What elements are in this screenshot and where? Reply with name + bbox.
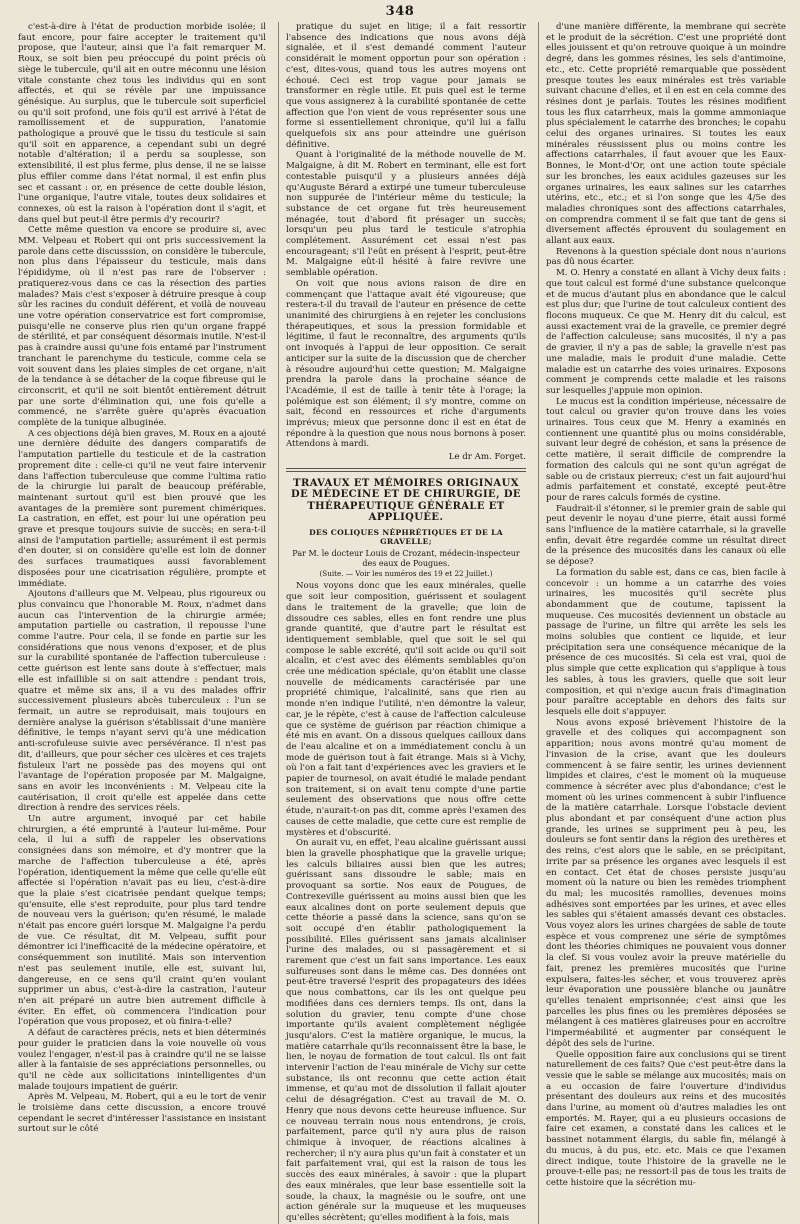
paragraph: On aurait vu, en effet, l'eau alcaline guérissant aussi bien la gravelle phosphatique que la gravelle urique; les calculs biliaires aussi bien que les autres; guérissant sans dissoudre le sable; mais en provoquant sa sortie. Nos eaux de Pougues, de Contrexeville guérissent au moins aussi bien que les eaux alcalines dont on porte seulement depuis que cette théorie a passé dans la science, sans qu'on se soit occupé d'en établir pathologiquement la possibilité. Elles guérissent sans jamais alcaliniser l'urine des malades, ou si passagèrement et si rarement que c'est un fait sans importance. Les eaux sulfureuses sont dans le même cas. Des données ont peut-être traversé l'esprit des propagateurs des idées que nous combattons, car ils les ont quelque peu modifiées dans ces derniers temps. Ils ont, dans la solution du gravier, tenu compte d'une chose importante qu'ils avaient complètement négligée jusqu'alors. C'est la matière organique, le mucus, la matière catarrhale qu'ils reconnaissent être la base, le lien, le noyau de formation de tout calcul. Ils ont fait intervenir l'action de l'eau minérale de Vichy sur cette substance, ils ont reconnu que cette action était immense, et qu'au mot de dissolution il fallait ajouter celui de désagrégation. C'est au travail de M. O. Henry que nous devons cette heureuse influence. Sur ce nouveau terrain nous nous entendrons, je crois, parfaitement, parce qu'il n'y aura plus de raison chimique à invoquer, de réactions alcalines à rechercher; il n'y aura plus qu'un fait à constater et un fait parfaitement vrai, qui est la raison de tous les succès des eaux minérales, à savoir : que la plupart des eaux minérales, que leur base essentielle soit la soude, la chaux, la magnésie ou le soufre, ont une action générale sur la muqueuse et les muqueuses qu'elles sécrètent; qu'elles modifient à la fois, mais — [286, 838, 526, 1223]
paragraph: Faudrait-il s'étonner, si le premier grain de sable qui peut devenir le noyau d'une pierre, était aussi formé sans l'influence de la matière catarrhale, si la gravelle enfin, devait être regardée comme un résultat direct de la présence des mucosités dans les canaux où elle se dépose? — [546, 503, 786, 568]
paragraph: Ajoutons d'ailleurs que M. Velpeau, plus rigoureux ou plus convaincu que l'honorable M. Roux, n'admet dans aucun cas l'intervention de la chirurgie armée; amputation partielle ou castration, il repousse l'une comme l'autre. Pour cela, il se fonde en partie sur les considérations que nous venons d'exposer, et de plus sur la curabilité spontanée de l'affection tuberculeuse : cette guérison est lente sans doute à s'effectuer, mais elle est infaillible si on sait attendre : pendant trois, quatre et même six ans, il a vu des malades offrir successivement plusieurs abcès tuberculeux : l'un se fermait, un autre se reproduisait, mais toujours en dernière analyse la guérison s'établissait d'une manière définitive, le temps n'ayant servi qu'à une médication anti-scrofuleuse suivie avec persévérance. Il n'est pas dit, d'ailleurs, que pour sécher ces ulcères et ces trajets fistuleux l'art ne possède pas des moyens qui ont l'avantage de l'opération proposée par M. Malgaigne, sans en avoir les inconvénients : M. Velpeau cite la cautérisation, il croit qu'elle est appelée dans cette direction à rendre des services réels. — [18, 589, 266, 814]
paragraph: d'une manière différente, la membrane qui secrète et le produit de la sécrétion. C'est une propriété dont elles jouissent et qu'on retrouve quoique à un moindre degré, dans les gommes résines, les sels d'antimoine, etc., etc. Cette propriété remarquable que possèdent presque toutes les eaux minérales est très variable suivant chacune d'elles, et il en est en cela comme des résines dont je parlais. Toutes les résines modifient tous les flux catarrheux, mais la gomme ammoniaque plus spécialement le catarrhe des bronches; le copahu celui des organes urinaires. Si toutes les eaux minérales réussissent plus ou moins contre les affections catarrhales, il faut avouer que les Eaux-Bonnes, le Mont-d'Or, ont une action toute spéciale sur les bronches, les eaux acidules gazeuses sur les organes urinaires, les eaux salines sur les catarrhes utérins, etc., etc.; et si l'on songe que les 4/5e des maladies chroniques sont des affections catarrhales, on comprendra comment il se fait que tant de gens si diversement affectés éprouvent du soulagement en allant aux eaux. — [546, 22, 786, 247]
paragraph: pratique du sujet en litige; il a fait ressortir l'absence des indications que nous avons déjà signalée, et il s'est demandé comment l'auteur considérait le moment opportun pour son opération : c'est, dites-vous, quand tous les autres moyens ont échoué. Ceci est trop vague pour jamais se transformer en règle utile. Et puis quel est le terme que vous assignerez à la curabilité spontanée de cette affection que l'on vient de vous représenter sous une forme si essentiellement chronique, qu'il lui a fallu quelquefois six ans pour atteindre une guérison définitive. — [286, 22, 526, 150]
page-number: 348 — [385, 4, 415, 19]
text-columns — [18, 22, 786, 1223]
paragraph: Cette même question va encore se produire si, avec MM. Velpeau et Robert qui ont pris successivement la parole dans cette discusssion, on considère le tubercule, non plus dans l'épaisseur du testicule, mais dans l'épididyme, où il n'est pas rare de l'observer : pratiquerez-vous dans ce cas la résection des parties malades? Mais c'est s'exposer à détruire presque à coup sûr les racines du conduit déférent, et voilà de nouveau une votre opération conservatrice est fort compromise, puisqu'elle ne conserve plus rien qu'un organe frappé de stérilité, et par conséquent désormais inutile. N'est-il pas à craindre aussi qu'une fois entamé par l'instrument tranchant le parenchyme du testicule, comme cela se voit souvent dans les plaies simples de cet organe, n'ait de la tendance à se détacher de la coque fibreuse qui le circonscrit, et qu'il ne soit bientôt entièrement détruit par une sorte d'élimination qui, une fois qu'elle a commencé, ne s'arrête guère qu'après évacuation complète de la tunique albuginée. — [18, 225, 266, 429]
paragraph: Revenons à la question spéciale dont nous n'aurions pas dû nous écarter. — [546, 246, 786, 268]
paragraph: Après M. Velpeau, M. Robert, qui a eu le tort de venir le troisième dans cette discussion, a encore trouvé cependant le secret d'intéresser l'assistance en insistant surtout sur le côté — [18, 1092, 266, 1135]
column-middle — [278, 22, 526, 1224]
paragraph: Nous avons exposé brièvement l'histoire de la gravelle et des coliques qui accompagnent son apparition; nous avons montré qu'au moment de l'invasion de la crise, avant que les douleurs commencent à se faire sentir, les urines deviennent limpides et claires, c'est le moment où la muqueuse commence à sécréter avec plus d'abondance; c'est le moment où les urines commencent à subir l'influence de la matière catarrhale. Lorsque l'obstacle devient plus abondant et par conséquent d'une action plus grande, les urines se suppriment peu à peu, les douleurs se font sentir dans la région des urethères et des reins, c'est alors que le sable, en se précipitant, irrite par sa présence les organes avec lesquels il est en contact. Cet état de choses persiste jusqu'au moment où la nature ou bien les remèdes triomphent du mal; les mucosités ramollies, devenues moins adhésives sont emportées par les urines, et avec elles les sables qui s'étaient amassés devant ces obstacles. Vous voyez alors les urines chargées de sable de toute espèce et vous comprenez une série de symptômes dont les théories chimiques ne pouvaient vous donner la clef. Si vous voulez avoir la preuve matérielle du fait, prenez les premières mucosités que l'urine expulsera, faites-les sécher, et vous trouverez après leur évaporation une poussière blanche ou jaunâtre qu'elles tenaient emprisonnée; c'est ainsi que les parcelles les plus fines ou les premières déposées se mélangent à ces matières glaireuses pour en accroître l'imperméabilité et augmenter par conséquent le dépôt des sels de l'urine. — [546, 717, 786, 1049]
paragraph: Le mucus est la condition impérieuse, nécessaire de tout calcul ou gravier qu'on trouve dans les voies urinaires. Tous ceux que M. Henry a examinés en contiennent une quantité plus ou moins considérable, suivant leur degré de cohésion, et sans la présence de cette matière, il serait difficile de comprendre la formation des calculs qui ne sont qu'un agrégat de sable ou de cristaux pierreux; c'est un fait aujourd'hui admis parfaitement et constaté, excepté peut-être pour de rares calculs formés de cystine. — [546, 396, 786, 503]
paragraph: Un autre argument, invoqué par cet habile chirurgien, a été emprunté à l'auteur lui-même. Pour cela, il lui a suffi de rappeler les observations consignées dans son mémoire, et d'y montrer que la marche de l'affection tuberculeuse a été, après l'opération, identiquement la même que celle qu'elle eût affectée si l'opération n'avait pas eu lieu, c'est-à-dire que la plaie s'est cicatrisée pendant quelque temps; qu'ensuite, elle s'est reproduite, pour plus tard tendre de nouveau vers la guérison; qu'en résumé, le malade n'était pas encore guéri lorsque M. Malgaigne l'a perdu de vue. Ce résultat, dit M. Velpeau, suffit pour démontrer ici l'inefficacité de la médecine opératoire, et conséquemment son inutilité. Mais son intervention n'est pas seulement inutile, elle est, suivant lui, dangereuse, en ce sens qu'il craint qu'en voulant supprimer un abus, c'est-à-dire la castration, l'auteur n'en ait préparé un autre bien autrement difficile à éviter. En effet, où commencera l'indication pour l'opération que vous proposez, et où finira-t-elle? — [18, 814, 266, 1028]
paragraph: c'est-à-dire à l'état de production morbide isolée; il faut encore, pour faire accepter le traitement qu'il propose, que l'auteur, ainsi que l'a fait remarquer M. Roux, se soit bien peu préoccupé du point précis où siège le tubercule, qu'il ait en outre méconnu une lésion vitale constante chez tous les individus qui en sont affectés, et qui se révèle par une impuissance génésique. Au surplus, que le tubercule soit superficiel ou qu'il soit profond, une fois qu'il est arrivé à l'état de ramollissement et de suppuration, l'anatomie pathologique a prouvé que le tissu du testicule si sain qu'il soit en apparence, a cependant subi un degré notable d'altération; il a perdu sa souplesse, son extensibilité, il est plus ferme, plus dense, il ne se laisse plus effiler comme dans l'état normal, il est enfin plus sec et cassant : or, en présence de cette double lésion, l'une organique, l'autre vitale, toutes deux solidaires et connexes, où est la raison à l'opération dont il s'agit, et dans quel but peut-il être permis d'y recourir? — [18, 22, 266, 225]
section-divider — [286, 468, 526, 472]
paragraph: A ces objections déjà bien graves, M. Roux en a ajouté une dernière déduite des dangers comparatifs de l'amputation partielle du testicule et de la castration proprement dite : celle-ci qu'il ne veut faire intervenir dans l'affection tuberculeuse que comme l'ultima ratio de la chirurgie lui paraît de beaucoup préférable, maintenant surtout qu'il est bien prouvé que les avantages de la première sont purement chimériques. La castration, en effet, est pour lui une opération peu grave et presque toujours suivie de succès; en sera-t-il ainsi de l'amputation partielle; assurément il est permis d'en douter, si on considère qu'elle est loin de donner des surfaces traumatiques aussi favorablement disposées pour une cicatrisation régulière, prompte et immédiate. — [18, 428, 266, 589]
paragraph: M. O. Henry a constaté en allant à Vichy deux faits : que tout calcul est formé d'une substance quelconque et de mucus d'autant plus en abondance que le calcul est plus dur; que l'urine de tout calculeux contient des flocons muqueux. Ce que M. Henry dit du calcul, est aussi exactement vrai de la gravelle, ce premier degré de l'affection calculeuse; sans mucosités, il n'y a pas de gravier, il n'y a pas de sable; la gravelle n'est pas une maladie, mais le produit d'une maladie. Cette maladie est un catarrhe des voies urinaires. Exposons comment je comprends cette maladie et les raisons sur lesquelles j'appuie mon opinion. — [546, 268, 786, 396]
column-right — [538, 22, 786, 1224]
column-left — [18, 22, 266, 1224]
article-byline: Par M. le docteur Louis de Crozant, médecin-inspecteur des eaux de Pougues. — [292, 548, 520, 568]
paragraph: La formation du sable est, dans ce cas, bien facile à concevoir : un homme a un catarrhe des voies urinaires, les mucosités qu'il secrète plus abondamment que de coutume, tapissent la muqueuse. Ces mucosités deviennent un obstacle au passage de l'urine, un filtre qui arrête les sels les moins solubles que contient ce liquide, et leur précipitation sera une conséquence mécanique de la présence de ces mucosités. Si cela est vrai, quoi de plus simple que cette explication qui s'applique à tous les sables, à tous les graviers, quelle que soit leur composition, et qui n'exige aucun frais d'imagination pour paraître acceptable en dehors des faits sur lesquels elle doit s'appuyer. — [546, 567, 786, 717]
paragraph: On voit que nous avions raison de dire en commençant que l'attaque avait été vigoureuse; que restera-t-il du travail de l'auteur en présence de cette unanimité des chirurgiens à en rejeter les conclusions thérapeutiques, et sous la pression formidable et légitime, il faut le reconnaître, des arguments qu'ils ont invoqués à l'appui de leur opposition. Ce serait anticiper sur la suite de la discussion que de chercher à résoudre aujourd'hui cette question; M. Malgaigne prendra la parole dans la prochaine séance de l'Académie, il est de taille à tenir tête à l'orage; la polémique est son élément; il s'y montre, comme on sait, fécond en ressources et riche d'arguments imprévus; mieux que personne donc il est en état de répondre à la question que nous nous bornons à poser. Attendons à mardi. — [286, 278, 526, 450]
continuation-note: (Suite. — Voir les numéros des 19 et 22 Juillet.) — [319, 569, 493, 579]
section-title: TRAVAUX ET MÉMOIRES ORIGINAUX DE MÉDECINE ET DE CHIRURGIE, DE THÉRAPEUTIQUE GÉNÉRALE ET APPLIQUÉE. — [291, 477, 521, 524]
paragraph: Nous voyons donc que les eaux minérales, quelle que soit leur composition, guérissent et soulagent dans le traitement de la gravelle; que loin de dissoudre ces sables, elles en font rendre une plus grande quantité, que d'autre part le résultat est identiquement semblable, quel que soit le sel qui compose le sable excrété, qu'il soit acide ou qu'il soit alcalin, et c'est avec des éléments semblables qu'on crée une médication spéciale, qu'on établit une classe nouvelle de médicaments caractérisée par une propriété chimique, l'alcalinité, sans que rien au monde n'en indique l'utilité, n'en démontre la valeur, car, je le répète, c'est à cause de l'affection calculeuse que ce système de guérison par réaction chimique a été mis en avant. On a dissous quelques cailloux dans de l'eau alcaline et on a immédiatement conclu à un mode de guérison tout à fait étrange. Mais si à Vichy, où l'on a fait tant d'expériences avec les graviers et le papier de tournesol, on avait étudié le malade pendant son traitement, si on avait tenu compte d'une partie seulement des observations que nous offre cette étude, n'aurait-t-on pas dit, comme après l'examen des causes de cette maladie, que cette cure est remplie de mystères et d'obscurité. — [286, 581, 526, 838]
paragraph: Quelle opposition faire aux conclusions qui se tirent naturellement de ces faits? Que c'est peut-être dans la vessie que le sable se mélange aux mucosités; mais on a eu occasion de faire l'ouverture d'individus présentant des douleurs aux reins et des mucosités dans l'urine, au moment où d'autres maladies les ont emportés. M. Rayer, qui a eu plusieurs occasions de faire cet examen, a constaté dans les calices et le bassinet notamment élargis, du sable fin, mélangé à du mucus, à du pus, etc. etc. Mais ce que l'examen direct indique, toute l'histoire de la gravelle ne le prouve-t-elle pas; ne ressort-il pas de tous les traits de cette histoire que la sécrétion mu- — [546, 1049, 786, 1188]
author-signature: Le dr Am. Forget. — [448, 452, 526, 463]
paragraph: Quant à l'originalité de la méthode nouvelle de M. Malgaigne, à dit M. Robert en terminant, elle est fort contestable puisqu'il y a plusieurs années déjà qu'Auguste Bérard a extirpé une tumeur tuberculeuse non suppurée de l'intérieur même du testicule; la substance de cet organe fut très heureusement ménagée, tout d'abord fit présager un succès; lorsqu'un peu plus tard le testicule s'atrophia complétement. Assurément cet essai n'est pas encourageant; s'il l'eût en présent à l'esprit, peut-être M. Malgaigne eût-il hésité à faire revivre une semblable opération. — [286, 150, 526, 279]
article-title: DES COLIQUES NÉPHRÉTIQUES ET DE LA GRAVELLE; — [309, 527, 503, 547]
paragraph: A défaut de caractères précis, nets et bien déterminés pour guider le praticien dans la voie nouvelle où vous voulez l'engager, n'est-il pas à craindre qu'il ne se laisse aller à la fantaisie de ses appréciations personnelles, ou qu'il ne cède aux sollicitations inintelligentes d'un malade toujours impatient de guérir. — [18, 1028, 266, 1092]
